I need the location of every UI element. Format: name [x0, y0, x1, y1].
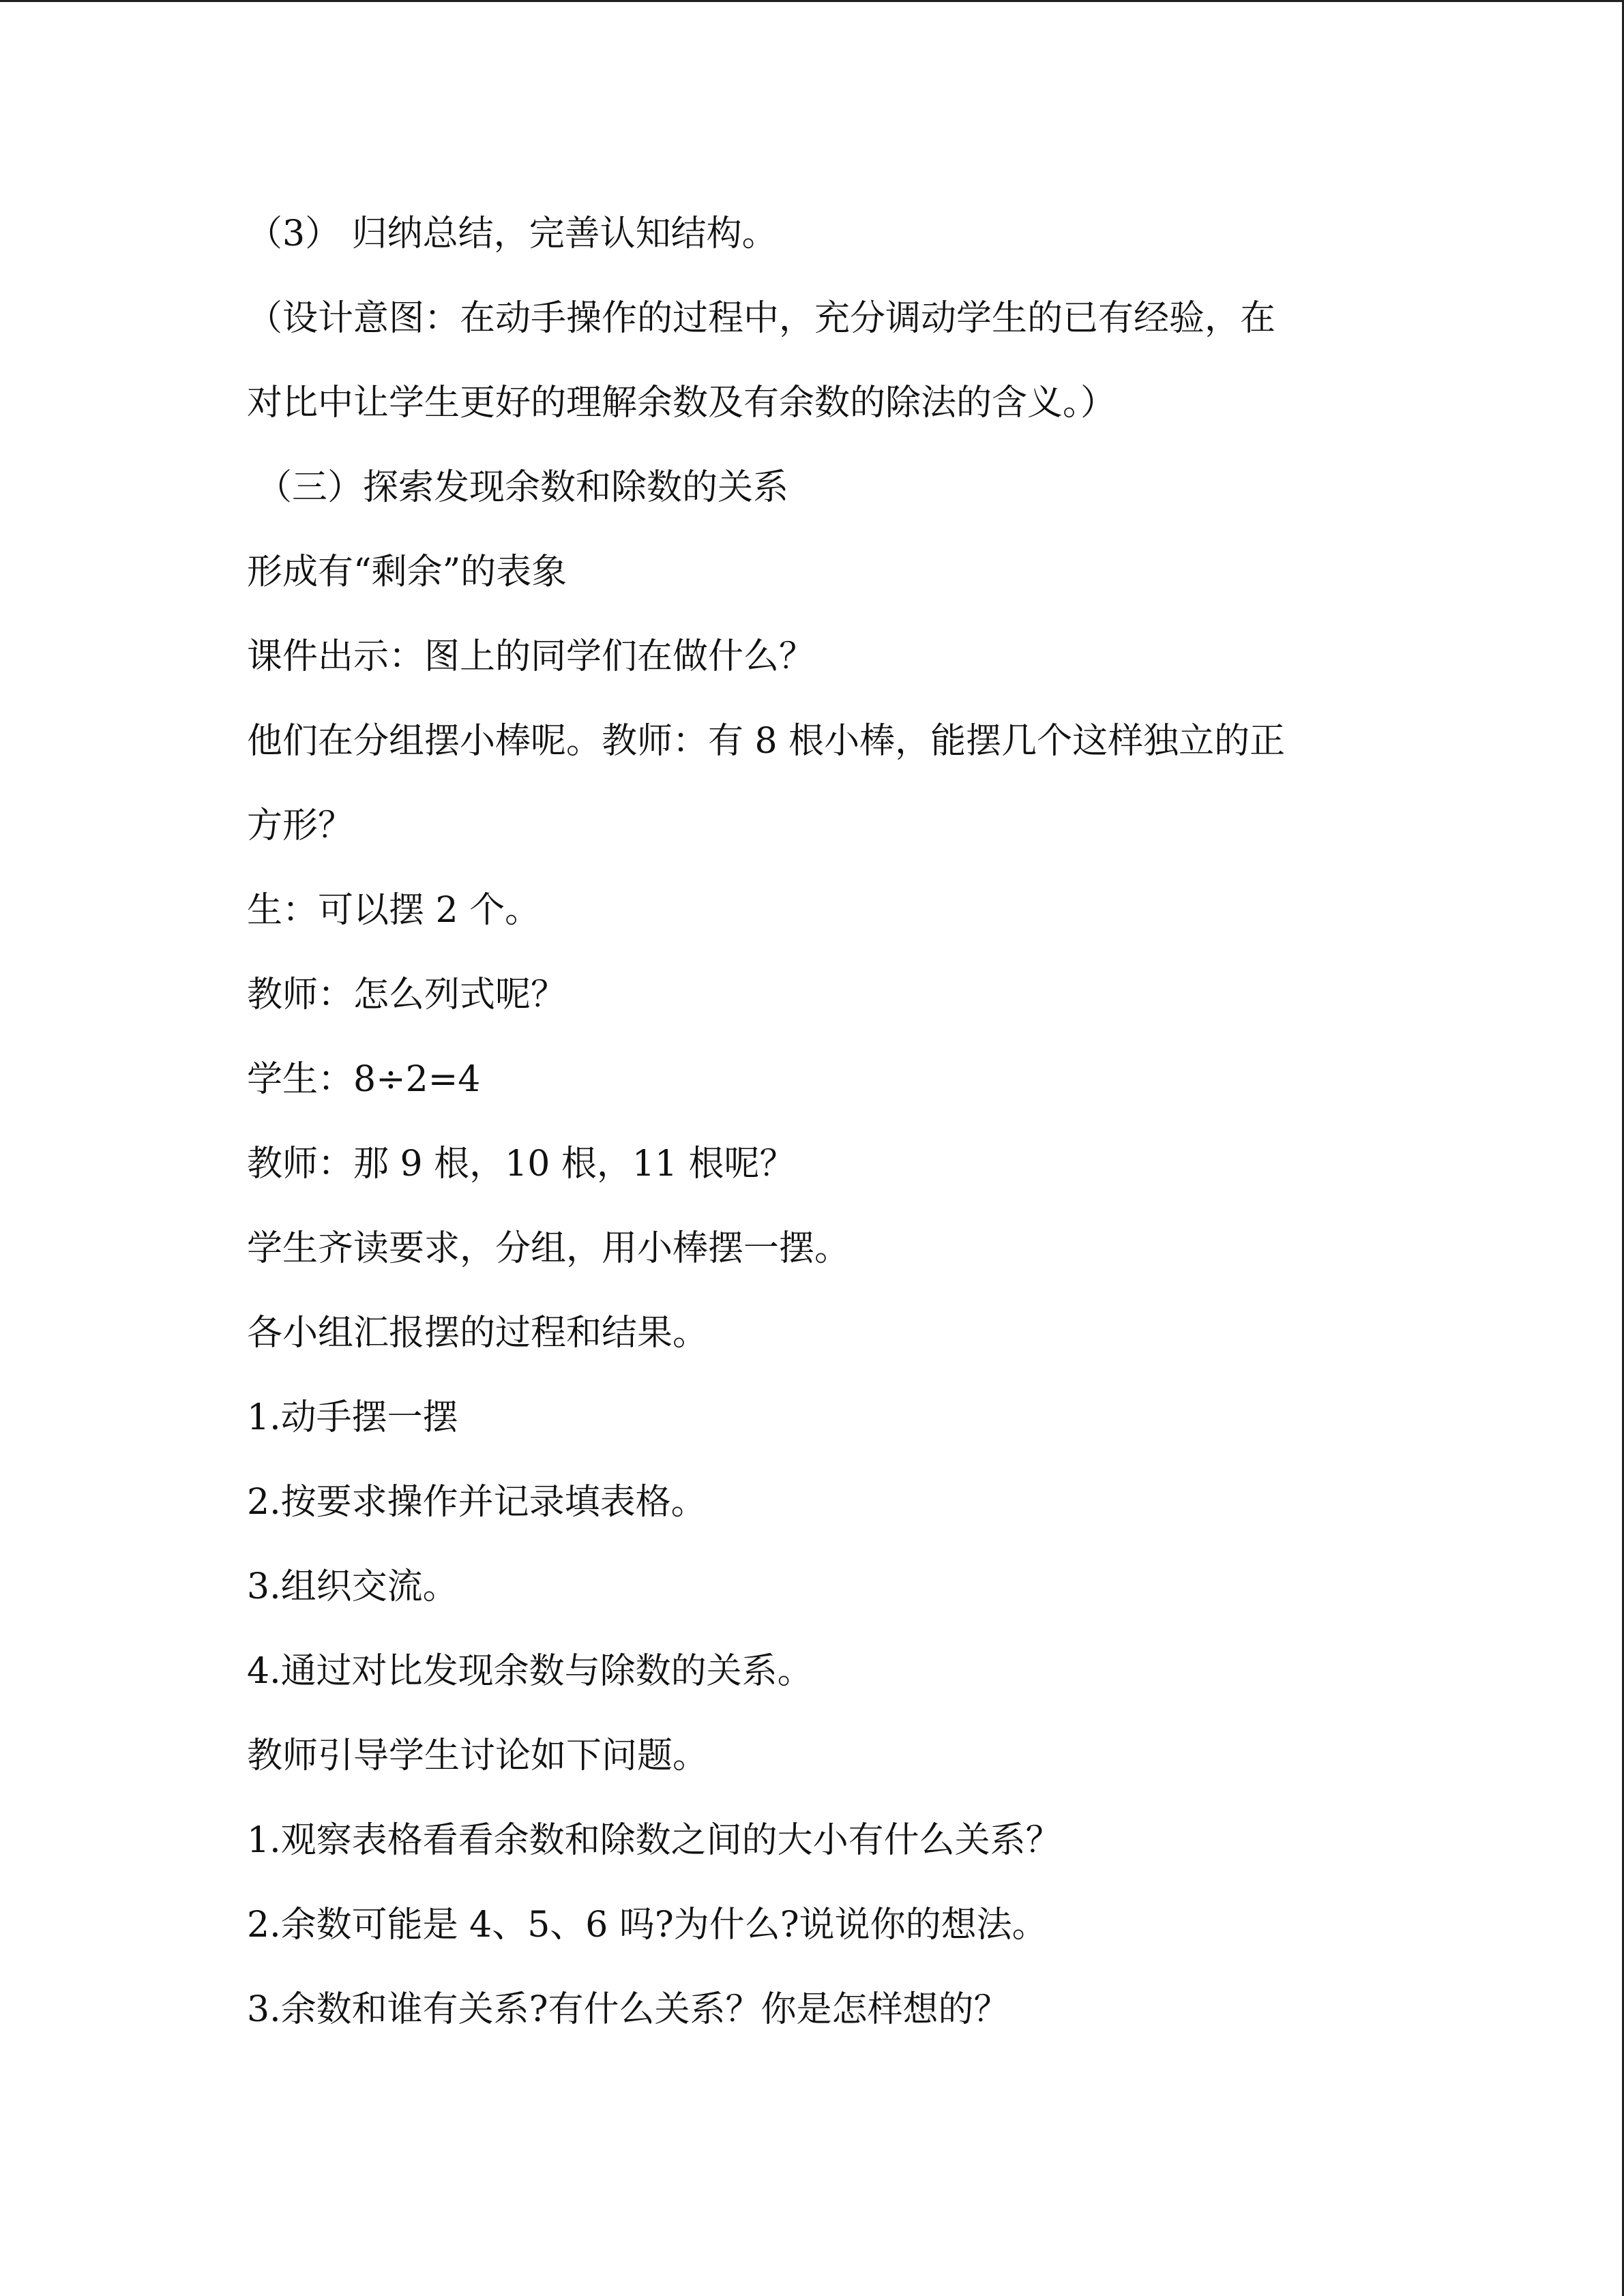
paragraph-students-read: 学生齐读要求，分组，用小棒摆一摆。 [247, 1228, 851, 1269]
list-item-step-3: 3.组织交流。 [247, 1566, 458, 1607]
paragraph-summary-heading: （3） 归纳总结，完善认知结构。 [247, 213, 778, 254]
list-item-question-2: 2.余数可能是 4、5、6 吗?为什么?说说你的想法。 [247, 1905, 1048, 1945]
paragraph-remainder-image: 形成有“剩余”的表象 [247, 552, 567, 593]
list-item-question-3: 3.余数和谁有关系?有什么关系？你是怎样想的？ [247, 1989, 1009, 2030]
paragraph-teacher-question-1: 他们在分组摆小棒呢。教师：有 8 根小棒，能摆几个这样独立的正 [247, 721, 1286, 762]
list-item-question-1: 1.观察表格看看余数和除数之间的大小有什么关系？ [247, 1820, 1061, 1861]
paragraph-design-intent-2: 对比中让学生更好的理解余数及有余数的除法的含义。） [247, 383, 1117, 423]
paragraph-teacher-more: 教师：那 9 根，10 根，11 根呢？ [247, 1144, 795, 1184]
section-heading-three: （三）探索发现余数和除数的关系 [256, 467, 789, 508]
paragraph-design-intent-1: （设计意图：在动手操作的过程中，充分调动学生的已有经验，在 [247, 298, 1276, 339]
paragraph-student-answer: 生：可以摆 2 个。 [247, 890, 541, 931]
paragraph-groups-report: 各小组汇报摆的过程和结果。 [247, 1313, 709, 1354]
list-item-step-2: 2.按要求操作并记录填表格。 [247, 1482, 707, 1523]
list-item-step-4: 4.通过对比发现余数与除数的关系。 [247, 1651, 813, 1692]
list-item-step-1: 1.动手摆一摆 [247, 1397, 458, 1438]
paragraph-teacher-formula: 教师：怎么列式呢？ [247, 974, 567, 1015]
paragraph-courseware: 课件出示：图上的同学们在做什么？ [247, 636, 815, 677]
paragraph-student-formula: 学生：8÷2=4 [247, 1059, 481, 1100]
paragraph-discussion-intro: 教师引导学生讨论如下问题。 [247, 1735, 709, 1776]
paragraph-teacher-question-2: 方形？ [247, 805, 354, 846]
